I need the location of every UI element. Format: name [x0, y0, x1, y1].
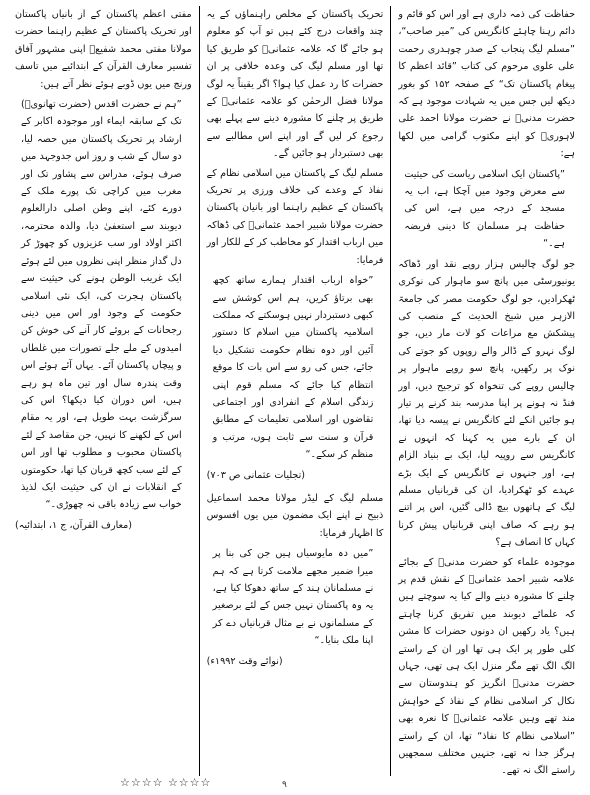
citation	[207, 467, 384, 484]
section-end-stars: ☆☆☆☆ ☆☆☆☆	[120, 776, 212, 789]
citation	[15, 517, 192, 534]
citation	[207, 653, 384, 670]
paragraph: مسلم لیگ کے پاکستان میں اسلامی نظام کے نفاذ کے وعدے کی خلاف ورزی پر تحریک پاکستان کے عظیم راہنما اور بانیان پاکستان حضرت مولانا شبیر احمد عثمانیؒ کی ڈھاکہ میں ارباب اقتدار کو مخاطب کر کے للکار اور فرمایا:	[206, 167, 384, 266]
citation-text: (نوائے وقت ۱۹۹۲ء)	[206, 655, 283, 667]
citation-text: (معارف القرآن، ج ۱، ابتدائیہ)	[14, 519, 133, 531]
column-left	[8, 6, 200, 776]
paragraph: مفتی اعظم پاکستان کے از بانیاں پاکستان اور تحریک پاکستان کے عظیم راہنما حضرت مولانا مفتی محمد شفیعؒ اپنی مشہور آفاق تفسیر معارف القرآن کے ابتدائیے میں تاسف ورنج میں یوں ڈوبے ہوئے نظر آتے ہیں:	[14, 9, 192, 90]
block-quote: ”میں دہ مایوسیاں ہیں جن کی بنا پر میرا ضمیر مجھے ملامت کرتا ہے کہ ہم نے مسلمانان ہند کے ساتھ دھوکا کیا ہے، یہ وہ پاکستان نہیں جس کے لئے برصغیر کے مسلمانوں نے بے مثال قربانیاں دے کر اپنا ملک بنایا۔“	[212, 548, 374, 647]
paragraph: حفاظت کی ذمہ داری ہے اور اس کو قائم و دائم رہنا چاہئے کانگریس کی ”میر صاحب“، ”مسلم لیگ پنجاب کے صدر چوہدری رحمت علی علوی مرحوم کی کتاب ”قائد اعظم کا پیغام پاکستان تک“ کے صفحہ ۱۵۲ کو بغور دیکھ لیں جس میں یہ شہادت موجود ہے کہ حضرت مدنیؒ نے حضرت مولانا احمد علی لاہوریؒ کو اپنے مکتوب گرامی میں لکھا ہے:	[398, 9, 575, 160]
paragraph: موجودہ علماء کو حضرت مدنیؒ کے بجائے علامہ شبیر احمد عثمانیؒ کے نقش قدم پر چلنے کا مشورہ دینے والے کیا یہ سوچتے ہیں کہ علمائے دیوبند میں تفریق کرنا چاہتے ہیں؟ یاد رکھیں ان دونوں حضرات کا مشن کلی طور پر ایک ہی تھا اور ان کے راستے الگ الگ تھے مگر منزل ایک ہی تھی، جہاں حضرت مدنیؒ انگریز کو ہندوستان سے نکال کر اسلامی نظام کے نفاذ کے خواہش مند تھے وہیں علامہ عثمانیؒ کا نعرہ بھی ”اسلامی نظام کا نفاذ“ تھا، ان کے راستے ہرگز جدا نہ تھے، جنہیں مختلف سمجھیں راستے الگ نہ تھے۔	[398, 556, 575, 776]
block-quote: ”پاکستان ایک اسلامی ریاست کی حیثیت سے معرض وجود میں آچکا ہے، اب یہ مسجد کے درجہ میں ہے، اس کی حفاظت ہر مسلمان کا دینی فریضہ ہے۔“	[404, 168, 565, 250]
paragraph: مسلم لیگ کے لیڈر مولانا محمد اسماعیل ذبیح نے اپنے ایک مضمون میں یوں افسوس کا اظہار فرمایا:	[206, 492, 384, 539]
column-right	[391, 6, 582, 776]
block-quote: ”ہم نے حضرت اقدس (حضرت تھانویؒ) تک کے سابقہ ایماء اور موجودہ اکابر کے ارشاد پر تحریک پاکستان میں حصہ لیا، دو سال کے شب و روز اس جدوجہد میں صرف ہوئے، مدراس سے پشاور تک اور مغرب میں کراچی تک پورے ملک کے دورے کئے، اپنے وطن اصلی دارالعلوم دیوبند سے استعفیٰ دیا، والدہ محترمہ، اکثر اولاد اور سب عزیزوں کو چھوڑ کر دل گداز منظر اپنی نظروں میں لئے ہوئے ایک غریب الوطن ہونے کی حیثیت سے پاکستان ہجرت کی، ایک نئی اسلامی حکومت کے وجود اور اس میں دینی رجحانات کے بروئے کار آنے کی خوش کن امیدوں کے ملے جلے تصورات میں غلطاں و پیچاں پاکستان آئے۔ یہاں آئے ہوئے اس وقت پندرہ سال اور تین ماہ ہو رہے ہیں، اس دوران کیا دیکھا؟ اس کی سرگزشت بہت طویل ہے، اور یہ مقام اس کے لکھنے کا نہیں، جن مقاصد کے لئے پاکستان محبوب و مطلوب تھا اور اس کے لئے سب کچھ قربان کیا تھا، حکومتوں کے انقلابات نے ان کی حیثیت ایک لذیذ خواب سے زیادہ باقی نہ چھوڑی۔“	[20, 99, 182, 511]
paragraph: تحریک پاکستان کے مخلص راہنماؤں کے یہ چند واقعات درج کئے ہیں تو آپ کو معلوم ہو جائے گا کہ علامہ عثمانیؒ کو طریق کیا تھا اور مسلم لیگ کی وعدہ خلافی پر ان حضرات کا رد عمل کیا ہوا؟ اگر یقیناً یہ لوگ مولانا فضل الرحمٰن کو علامہ عثمانیؒ کے طریق پر چلنے کا مشورہ دینے سے پہلے بھی رجوع کر لیں گے اور اپنے اس مطالبے سے بھی دستبردار ہو جائیں گے۔	[206, 9, 384, 160]
article-columns	[8, 6, 582, 776]
paragraph: جو لوگ چالیس ہزار روپے نقد اور ڈھاکہ یونیورسٹی میں پانچ سو ماہوار کی نوکری ٹھکرادیں، جو لوگ حکومت مصر کی جامعۃ الازہر میں شیخ الحدیث کے منصب کی پیشکش مع مراعات کو لات مار دیں، جو لوگ نہرو کے ڈالر والے روپوں کو جوتے کی نوک پر رکھیں، پانچ سو روپے ماہوار پر چالیس روپے کی تنخواہ کو ترجیح دیں، اور فنڈ نہ ہونے پر اپنا مدرسہ بند کرنے پر تیار ہو جائیں انکے لئے کانگریس نے پیسہ دیا تھا، ان کے بارے میں یہ کہنا کہ انہوں نے کانگریس سے روپیہ لیا، ایک بے بنیاد الزام ہے، اور جنہوں نے کانگریس کے ایک بڑے عہدے کو ٹھکرادیا، ان کی قربانیاں مسلم لیگ کے ہاتھوں بیچ ڈالی گئیں، اس پر اتنے ہو رہے کہ صاف اپنی قربانیاں پیش کرنا کہاں کا انصاف ہے؟	[398, 258, 575, 549]
citation-text: (تجلیات عثمانی ص ۷۰۳)	[206, 469, 306, 481]
block-quote: ”خواہ ارباب اقتدار ہمارے ساتھ کچھ بھی برتاؤ کریں، ہم اس کوشش سے کبھی دستبردار نہیں ہوسکتے کہ مملکت اسلامیہ پاکستان میں اسلام کا دستور آئین اور دوہ نظام حکومت تشکیل دیا جائے، جس کی رو سے اس بات کا موقع انتظام کیا جائے کہ مسلم قوم اپنی زندگی اسلام کے انفرادی اور اجتماعی تقاضوں اور اسلامی تعلیمات کے مطابق قرآن و سنت سے ثابت ہوں، مرتب و منظم کر سکے۔“	[212, 275, 374, 461]
column-middle	[200, 6, 392, 776]
page-number: ۹	[282, 780, 287, 790]
